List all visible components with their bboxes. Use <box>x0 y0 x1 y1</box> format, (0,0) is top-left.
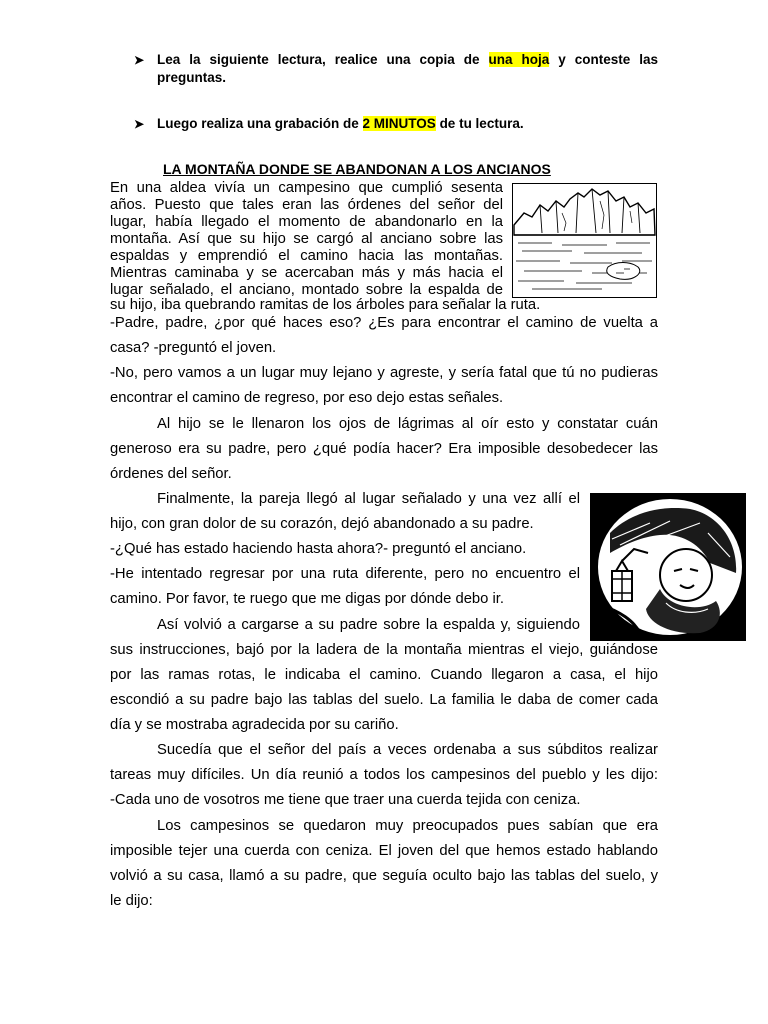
story-line: lugar señalado, el anciano, montado sobre la espalda de <box>110 282 503 298</box>
story-line: su hijo, iba quebrando ramitas de los árboles para señalar la ruta. <box>110 297 541 313</box>
story-line: día y se mostraba agradecida por su cariño. <box>110 717 399 733</box>
story-line: encontrar el camino de regreso, por eso dejo estas señales. <box>110 390 504 406</box>
story-line: tareas muy difíciles. Un día reunió a todos los campesinos del pueblo y les dijo: <box>110 767 658 783</box>
story-line: montaña. Así que su hijo se cargó al anciano sobre las <box>110 231 503 247</box>
highlight-una-hoja: una hoja <box>488 52 550 67</box>
story-line: Sucedía que el señor del país a veces ordenaba a sus súbditos realizar <box>157 742 658 758</box>
arrow-bullet-icon: ➤ <box>134 117 145 131</box>
story-line: sus instrucciones, bajó por la ladera de la montaña mientras el viejo, guiándose <box>110 642 658 658</box>
instruction-2: ➤ Luego realiza una grabación de 2 MINUTOS de tu lectura. <box>134 116 524 131</box>
story-line: generoso era su padre, pero ¿qué podía hacer? Era imposible desobedecer las <box>110 441 658 457</box>
story-line: camino. Por favor, te ruego que me digas por dónde debo ir. <box>110 591 505 607</box>
old-man-lantern-illustration <box>590 493 746 641</box>
story-line: hijo, con gran dolor de su corazón, dejó abandonado a su padre. <box>110 516 534 532</box>
story-line: imposible tejer una cuerda con ceniza. El joven del que hemos estado hablando <box>110 843 658 859</box>
story-line: lugar, había llegado el momento de abandonarlo en la <box>110 214 503 230</box>
story-line: años. Puesto que tales eran las órdenes del señor del <box>110 197 503 213</box>
story-line: -Cada uno de vosotros me tiene que traer una cuerda tejida con ceniza. <box>110 792 581 808</box>
story-line: Al hijo se le llenaron los ojos de lágrimas al oír esto y constatar cuán <box>157 416 658 432</box>
story-line: En una aldea vivía un campesino que cumplió sesenta <box>110 180 503 196</box>
story-line: casa? -preguntó el joven. <box>110 340 277 356</box>
story-line: -No, pero vamos a un lugar muy lejano y agreste, y sería fatal que tú no pudieras <box>110 365 658 381</box>
arrow-bullet-icon: ➤ <box>134 53 145 67</box>
story-line: -He intentado regresar por una ruta diferente, pero no encuentro el <box>110 566 580 582</box>
story-line: -Padre, padre, ¿por qué haces eso? ¿Es para encontrar el camino de vuelta a <box>110 315 658 331</box>
highlight-2-minutos: 2 MINUTOS <box>362 116 436 131</box>
story-line: Mientras caminaba y se acercaban más y más hacia el <box>110 265 503 281</box>
story-line: espaldas y emprendió el camino hacia las montañas. <box>110 248 503 264</box>
story-line: Finalmente, la pareja llegó al lugar señalado y una vez allí el <box>157 491 580 507</box>
story-line: le dijo: <box>110 893 153 909</box>
instruction-1 <box>134 51 658 87</box>
story-line: por las ramas rotas, le indicaba el camino. Cuando llegaron a casa, el hijo <box>110 667 658 683</box>
instruction-1-line-2: preguntas. <box>157 70 227 85</box>
story-line: Los campesinos se quedaron muy preocupados pues sabían que era <box>157 818 658 834</box>
instruction-1-line-1: Lea la siguiente lectura, realice una copia de una hoja y conteste las <box>157 52 658 67</box>
story-line: Así volvió a cargarse a su padre sobre la espalda y, siguiendo <box>157 617 580 633</box>
mountain-landscape-illustration <box>512 183 657 298</box>
story-line: volvió a su casa, llamó a su padre, que seguía oculto bajo las tablas del suelo, y <box>110 868 658 884</box>
story-line: escondió a su padre bajo las tablas del suelo. La familia le daba de comer cada <box>110 692 658 708</box>
story-line: -¿Qué has estado haciendo hasta ahora?- preguntó el anciano. <box>110 541 527 557</box>
story-title: LA MONTAÑA DONDE SE ABANDONAN A LOS ANCIANOS <box>163 161 551 177</box>
story-line: órdenes del señor. <box>110 466 232 482</box>
